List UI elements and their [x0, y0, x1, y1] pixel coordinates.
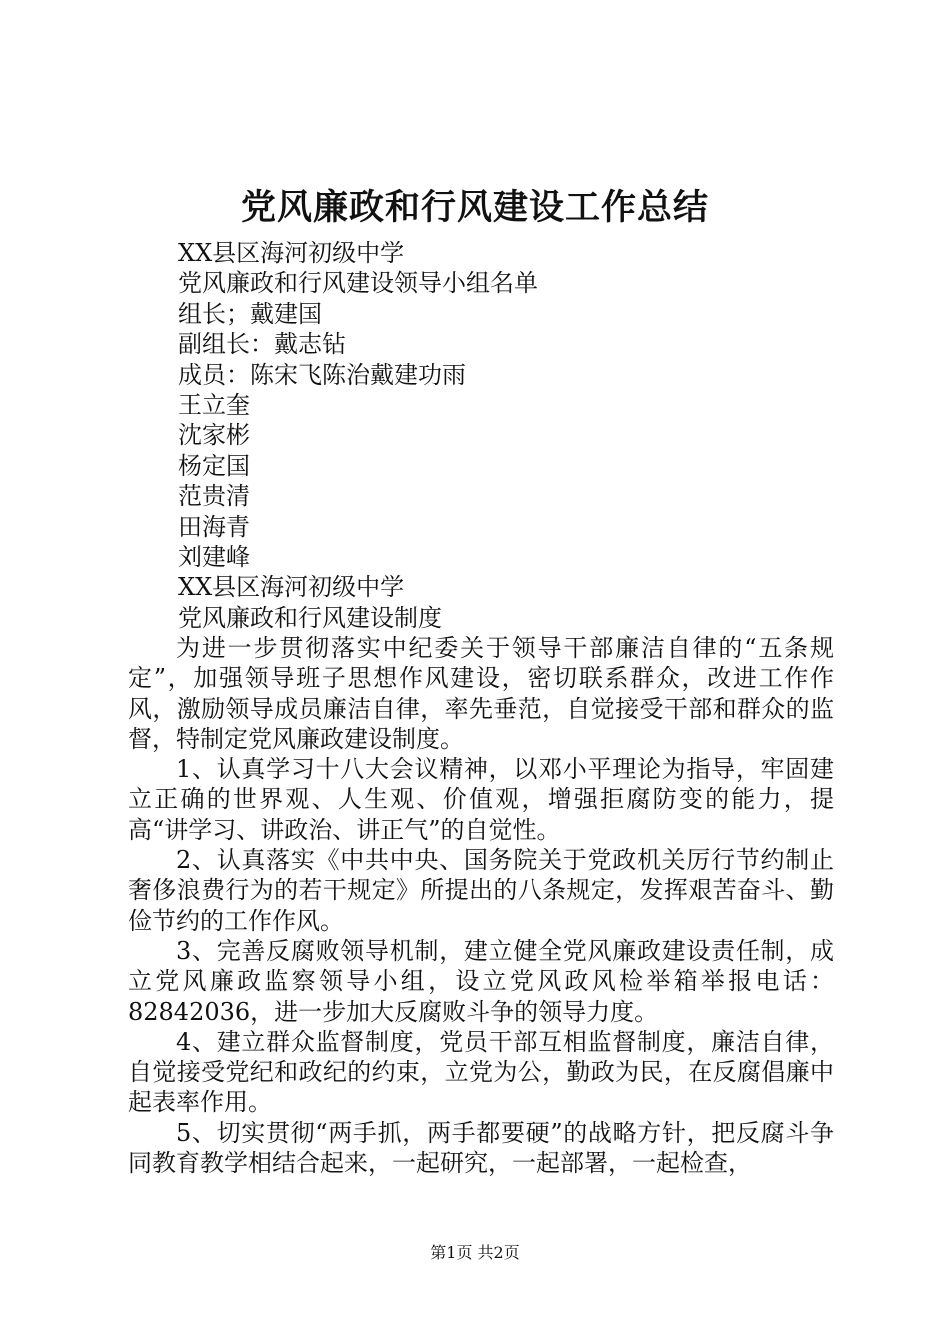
member-name: 田海青 — [178, 512, 250, 541]
group-leader-line: 组长；戴建国 — [178, 299, 322, 328]
deputy-leader-line: 副组长：戴志钻 — [178, 330, 346, 359]
rule-paragraph-2: 2、认真落实《中共中央、国务院关于党政机关厉行节约制止奢侈浪费行为的若干规定》所提出的八条规定，发挥艰苦奋斗、勤俭节约的工作作风。 — [128, 846, 834, 935]
school-name-line: XX县区海河初级中学 — [178, 573, 405, 602]
member-name: 沈家彬 — [178, 421, 250, 450]
member-name: 刘建峰 — [178, 542, 250, 571]
document-title: 党风廉政和行风建设工作总结 — [240, 187, 709, 228]
header-lines — [178, 238, 838, 633]
intro-paragraph: 为进一步贯彻落实中纪委关于领导干部廉洁自律的“五条规定”，加强领导班子思想作风建设，密切联系群众，改进工作作风，激励领导成员廉洁自律，率先垂范，自觉接受干部和群众的监督，特制定党风廉政建设制度。 — [128, 634, 834, 753]
school-name-line: XX县区海河初级中学 — [178, 239, 405, 267]
rule-paragraph-4: 4、建立群众监督制度，党员干部互相监督制度，廉洁自律，自觉接受党纪和政纪的约束，立党为公，勤政为民，在反腐倡廉中起表率作用。 — [128, 1027, 834, 1117]
page-footer: 第1页 共2页 — [430, 1243, 520, 1262]
rule-paragraph-1: 1、认真学习十八大会议精神，以邓小平理论为指导，牢固建立正确的世界观、人生观、价值观，增强拒腐防变的能力，提高“讲学习、讲政治、讲正气”的自觉性。 — [128, 755, 834, 844]
member-name: 杨定国 — [178, 451, 250, 480]
member-name: 王立奎 — [178, 390, 250, 419]
rule-paragraph-5: 5、切实贯彻“两手抓，两手都要硬”的战略方针，把反腐斗争同教育教学相结合起来，一起研究，一起部署，一起检查， — [128, 1118, 834, 1178]
member-name: 范贵清 — [178, 482, 250, 511]
group-list-title: 党风廉政和行风建设领导小组名单 — [178, 269, 538, 298]
document-body — [128, 633, 834, 1178]
system-title: 党风廉政和行风建设制度 — [178, 603, 442, 632]
members-line: 成员：陈宋飞陈治戴建功雨 — [178, 360, 466, 389]
rule-paragraph-3: 3、完善反腐败领导机制，建立健全党风廉政建设责任制，成立党风廉政监察领导小组，设立党风政风检举箱举报电话：82842036，进一步加大反腐败斗争的领导力度。 — [128, 936, 834, 1026]
